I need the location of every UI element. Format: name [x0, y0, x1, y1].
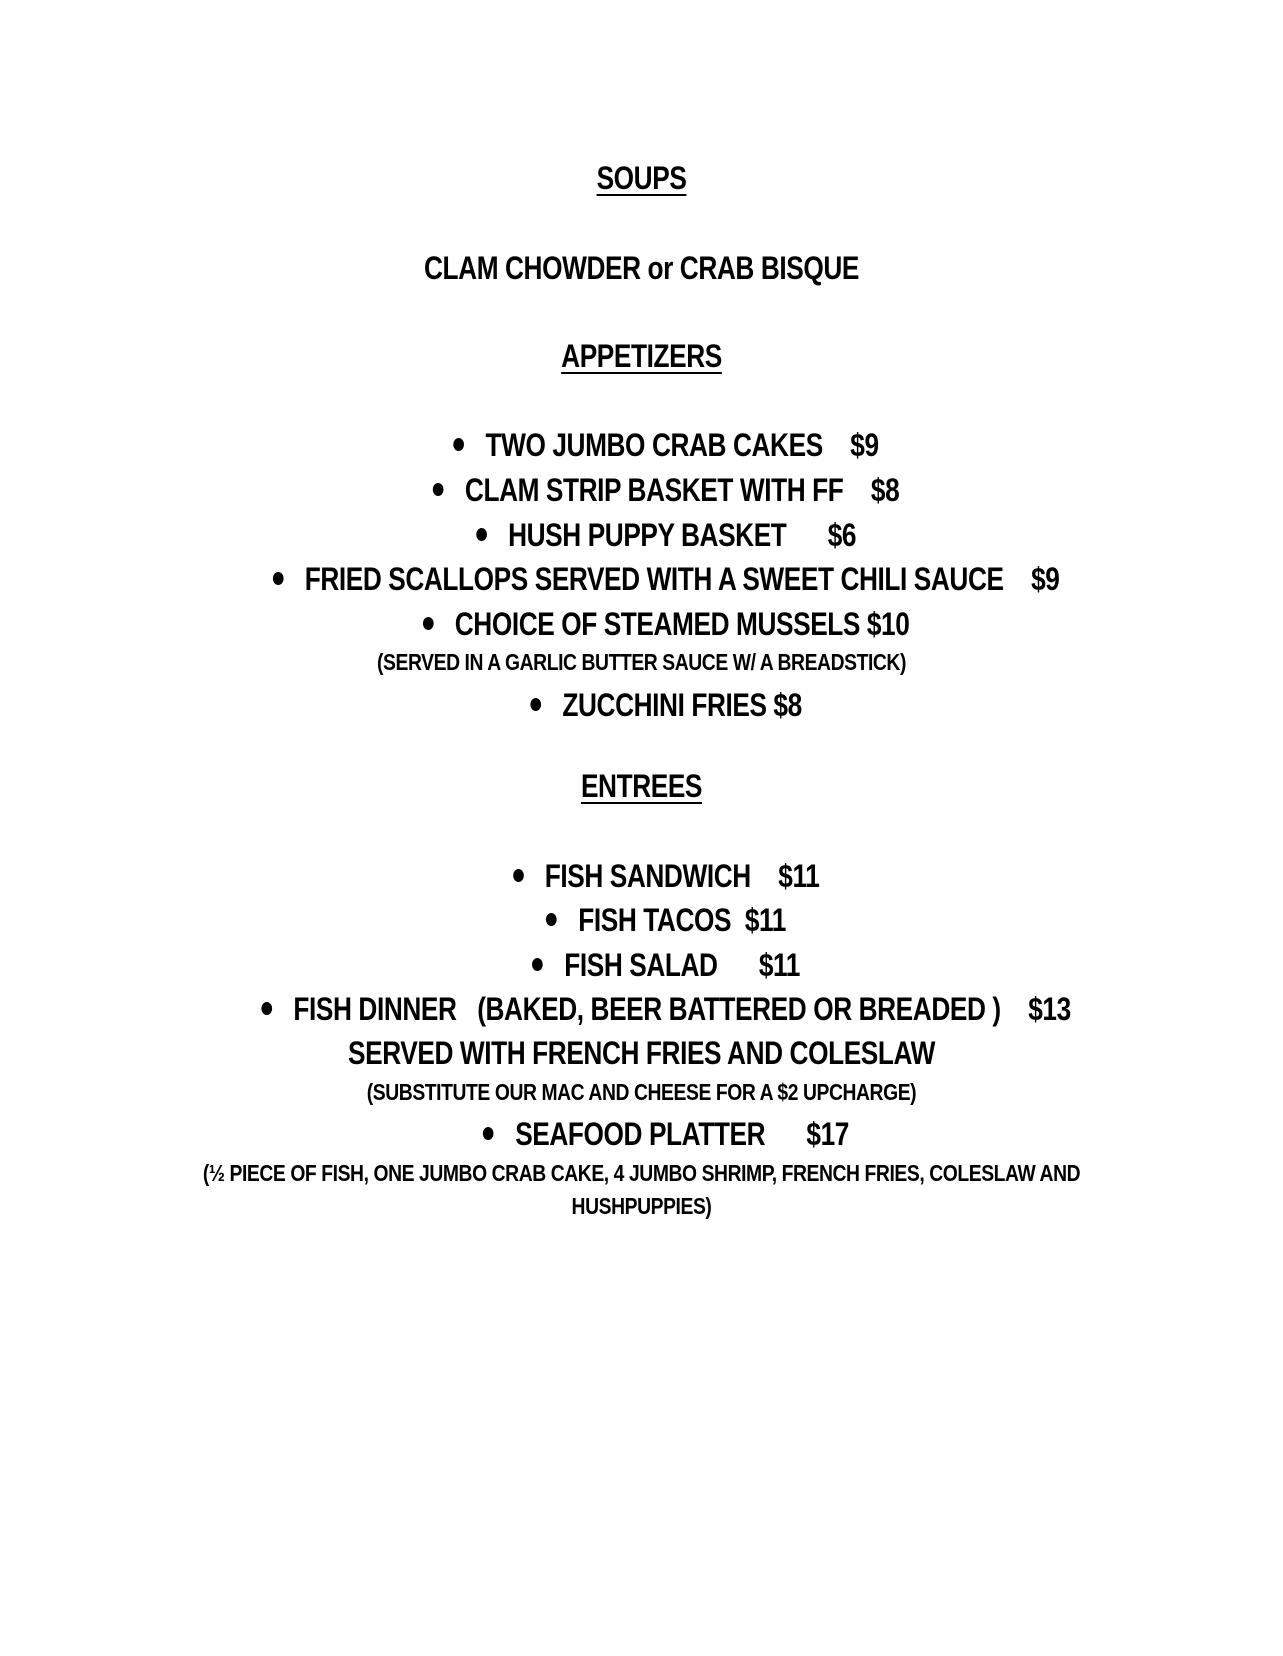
item-price: $8	[870, 472, 900, 508]
item-name: TWO JUMBO CRAB CAKES	[485, 427, 823, 463]
item-price: $10	[866, 606, 910, 642]
entree-item	[115, 1116, 1167, 1153]
item-line2: SERVED WITH FRENCH FRIES AND COLESLAW	[348, 1035, 935, 1071]
item-name: FRIED SCALLOPS SERVED WITH A SWEET CHILI SAUCE	[304, 561, 1004, 597]
item-price: $17	[806, 1116, 849, 1152]
soups-heading: SOUPS	[596, 160, 687, 196]
bullet-icon	[546, 913, 557, 926]
item-name: ZUCCHINI FRIES	[562, 687, 767, 723]
item-note: (SUBSTITUTE OUR MAC AND CHEESE FOR A $2 UPCHARGE)	[366, 1079, 917, 1105]
item-name: FISH SANDWICH	[544, 858, 751, 894]
item-price: $9	[1031, 561, 1060, 597]
bullet-icon	[261, 1002, 272, 1015]
item-name: CLAM STRIP BASKET WITH FF	[464, 472, 844, 508]
item-price: $6	[827, 517, 857, 553]
bullet-icon	[454, 438, 465, 451]
entree-item	[115, 991, 1167, 1028]
item-name: SEAFOOD PLATTER	[515, 1116, 766, 1152]
appetizers-heading: APPETIZERS	[561, 338, 722, 374]
item-price: $8	[773, 687, 802, 723]
entree-item	[115, 902, 1167, 939]
bullet-icon	[476, 528, 487, 541]
item-price: $11	[744, 902, 786, 938]
item-price: $13	[1028, 991, 1071, 1027]
bullet-icon	[513, 869, 524, 882]
item-name: FISH DINNER (BAKED, BEER BATTERED OR BREADED )	[293, 991, 1001, 1027]
item-name: FISH TACOS	[578, 902, 732, 938]
bullet-icon	[483, 1127, 494, 1140]
soups-line: CLAM CHOWDER or CRAB BISQUE	[423, 250, 859, 286]
item-note: HUSHPUPPIES)	[571, 1193, 712, 1219]
bullet-icon	[273, 572, 284, 585]
item-name: CHOICE OF STEAMED MUSSELS	[454, 606, 860, 642]
item-price: $9	[850, 427, 879, 463]
item-note: (½ PIECE OF FISH, ONE JUMBO CRAB CAKE, 4 JUMBO SHRIMP, FRENCH FRIES, COLESLAW AND	[202, 1160, 1081, 1186]
appetizer-item	[115, 517, 1167, 554]
entree-item	[115, 947, 1167, 984]
bullet-icon	[433, 483, 444, 496]
item-price: $11	[778, 858, 820, 894]
bullet-icon	[423, 617, 434, 630]
bullet-icon	[530, 698, 541, 711]
item-price: $11	[758, 947, 800, 983]
appetizer-item	[115, 606, 1167, 643]
bullet-icon	[532, 958, 543, 971]
item-note: (SERVED IN A GARLIC BUTTER SAUCE W/ A BREADSTICK)	[377, 649, 906, 675]
appetizer-item	[115, 561, 1167, 598]
entrees-heading: ENTREES	[580, 768, 703, 804]
appetizer-item	[115, 687, 1167, 724]
entree-item	[115, 858, 1167, 895]
appetizer-item	[115, 427, 1167, 464]
appetizer-item	[115, 472, 1167, 509]
item-name: HUSH PUPPY BASKET	[508, 517, 787, 553]
item-name: FISH SALAD	[564, 947, 718, 983]
